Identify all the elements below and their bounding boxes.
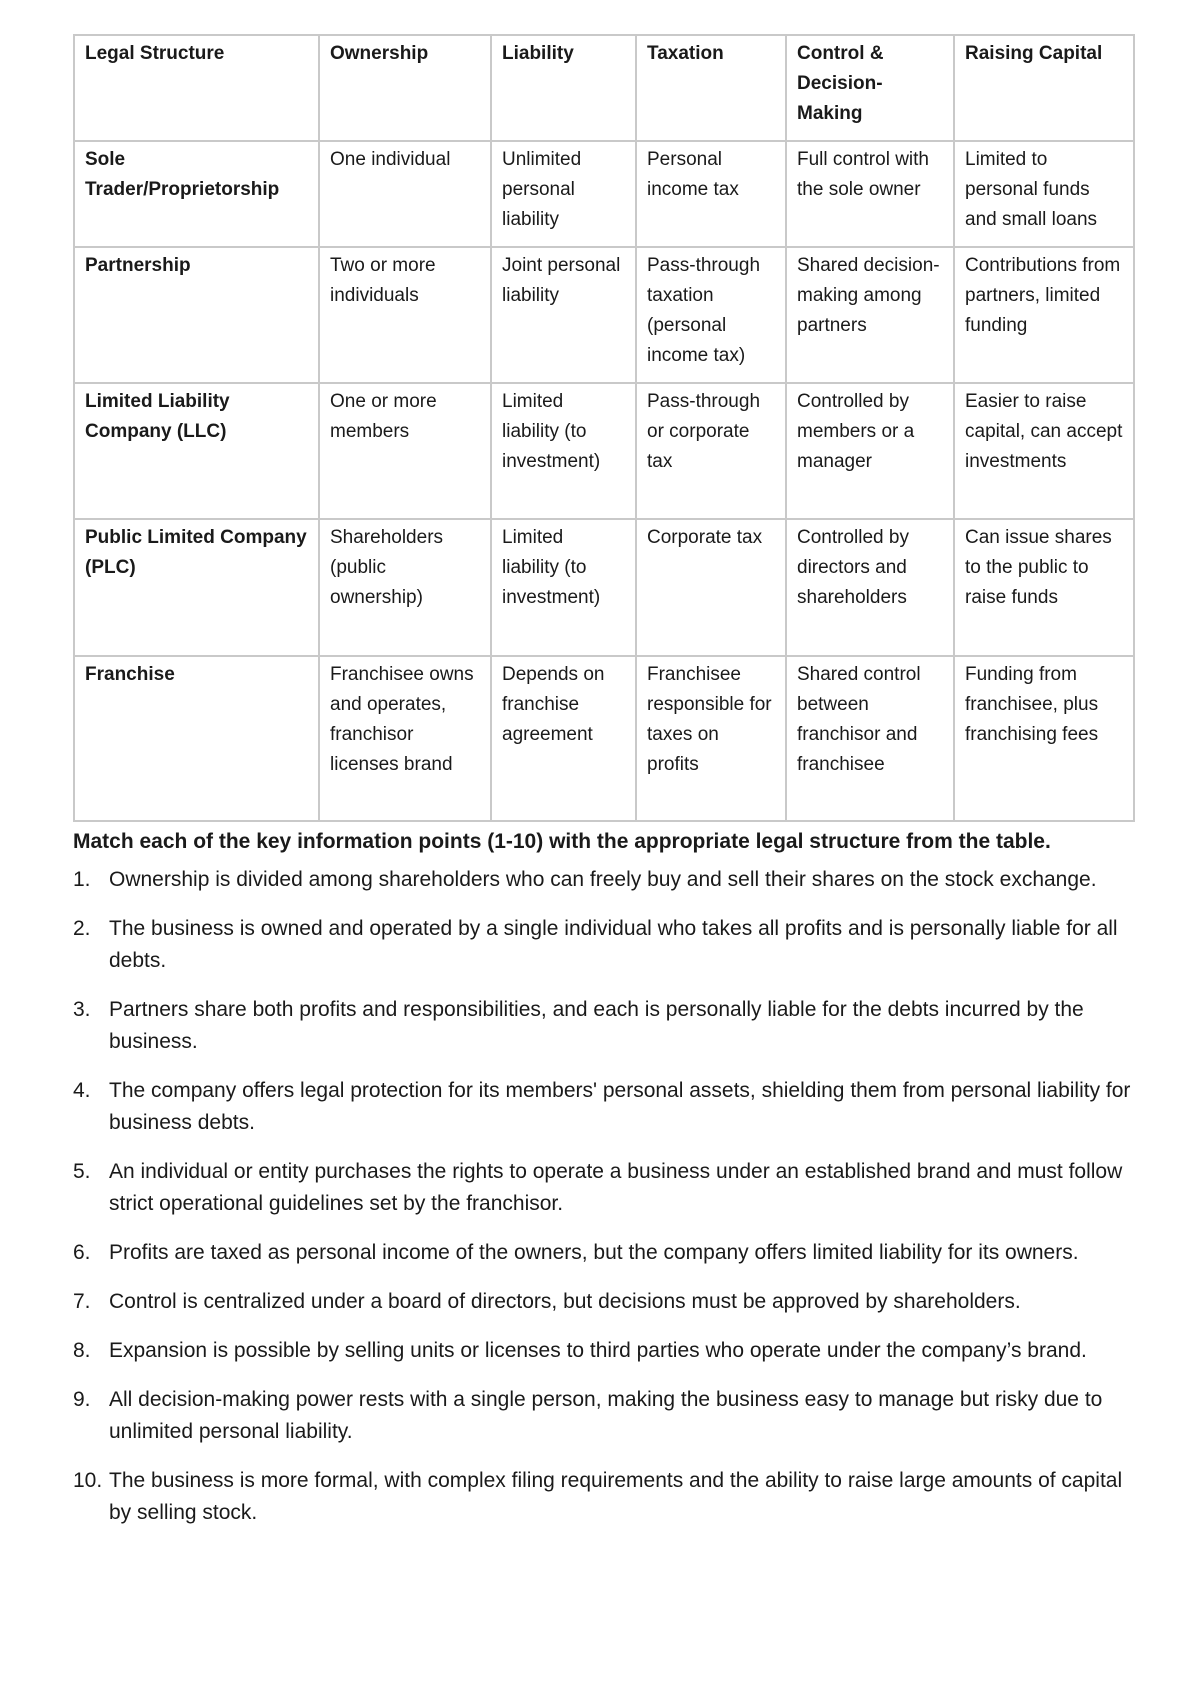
- list-item: [73, 1335, 1133, 1367]
- list-item: [73, 1075, 1133, 1139]
- item-number: 8.: [73, 1339, 91, 1362]
- item-number: 7.: [73, 1290, 91, 1313]
- cell-structure: Sole Trader/Proprietorship: [74, 141, 319, 247]
- header-raising-capital: Raising Capital: [954, 35, 1134, 141]
- item-number: 1.: [73, 868, 91, 891]
- cell-liability: Limited liability (to investment): [491, 383, 636, 519]
- cell-control: Shared decision-making among partners: [786, 247, 954, 383]
- list-item: [73, 1384, 1133, 1448]
- cell-ownership: One individual: [319, 141, 491, 247]
- cell-structure: Public Limited Company (PLC): [74, 519, 319, 656]
- cell-ownership: Two or more individuals: [319, 247, 491, 383]
- item-text: Profits are taxed as personal income of the owners, but the company offers limited liability for its owners.: [109, 1241, 1079, 1264]
- cell-taxation: Pass-through taxation (personal income tax): [636, 247, 786, 383]
- cell-control: Full control with the sole owner: [786, 141, 954, 247]
- list-item: [73, 1237, 1133, 1269]
- item-text: Control is centralized under a board of directors, but decisions must be approved by shareholders.: [109, 1290, 1021, 1313]
- item-number: 5.: [73, 1160, 91, 1183]
- item-text: The company offers legal protection for its members' personal assets, shielding them from personal liability for business debts.: [109, 1079, 1131, 1134]
- cell-ownership: Shareholders (public ownership): [319, 519, 491, 656]
- item-text: An individual or entity purchases the rights to operate a business under an established brand and must follow strict operational guidelines set by the franchisor.: [109, 1160, 1123, 1215]
- cell-structure: Limited Liability Company (LLC): [74, 383, 319, 519]
- cell-taxation: Personal income tax: [636, 141, 786, 247]
- list-item: [73, 913, 1133, 977]
- key-points-list: [73, 864, 1133, 1529]
- item-number: 10.: [73, 1469, 103, 1492]
- cell-capital: Contributions from partners, limited funding: [954, 247, 1134, 383]
- cell-control: Controlled by members or a manager: [786, 383, 954, 519]
- cell-ownership: One or more members: [319, 383, 491, 519]
- item-text: The business is owned and operated by a single individual who takes all profits and is personally liable for all debts.: [109, 917, 1118, 972]
- cell-capital: Can issue shares to the public to raise funds: [954, 519, 1134, 656]
- cell-liability: Limited liability (to investment): [491, 519, 636, 656]
- header-taxation: Taxation: [636, 35, 786, 141]
- document-page: [73, 34, 1133, 1546]
- list-item: [73, 864, 1133, 896]
- item-text: Partners share both profits and responsibilities, and each is personally liable for the debts incurred by the business.: [109, 998, 1084, 1053]
- item-number: 9.: [73, 1388, 91, 1411]
- item-number: 4.: [73, 1079, 91, 1102]
- cell-control: Controlled by directors and shareholders: [786, 519, 954, 656]
- header-legal-structure: Legal Structure: [74, 35, 319, 141]
- cell-liability: Unlimited personal liability: [491, 141, 636, 247]
- list-item: [73, 1286, 1133, 1318]
- instruction-text: Match each of the key information points (1-10) with the appropriate legal structure from the table.: [73, 830, 1051, 853]
- list-item: [73, 1156, 1133, 1220]
- cell-liability: Depends on franchise agreement: [491, 656, 636, 821]
- cell-taxation: Corporate tax: [636, 519, 786, 656]
- list-item: [73, 1465, 1133, 1529]
- item-number: 3.: [73, 998, 91, 1021]
- table-row: [74, 247, 1134, 383]
- cell-control: Shared control between franchisor and franchisee: [786, 656, 954, 821]
- cell-ownership: Franchisee owns and operates, franchisor licenses brand: [319, 656, 491, 821]
- cell-capital: Funding from franchisee, plus franchising fees: [954, 656, 1134, 821]
- cell-capital: Limited to personal funds and small loans: [954, 141, 1134, 247]
- cell-structure: Franchise: [74, 656, 319, 821]
- table-row: [74, 656, 1134, 821]
- item-text: All decision-making power rests with a single person, making the business easy to manage but risky due to unlimited personal liability.: [109, 1388, 1103, 1443]
- item-text: Expansion is possible by selling units or licenses to third parties who operate under the company’s brand.: [109, 1339, 1087, 1362]
- header-control: Control & Decision-Making: [786, 35, 954, 141]
- list-item: [73, 994, 1133, 1058]
- header-ownership: Ownership: [319, 35, 491, 141]
- legal-structures-table: [73, 34, 1135, 822]
- item-number: 2.: [73, 917, 91, 940]
- table-row: [74, 141, 1134, 247]
- cell-capital: Easier to raise capital, can accept investments: [954, 383, 1134, 519]
- item-text: Ownership is divided among shareholders who can freely buy and sell their shares on the stock exchange.: [109, 868, 1097, 891]
- cell-structure: Partnership: [74, 247, 319, 383]
- cell-taxation: Pass-through or corporate tax: [636, 383, 786, 519]
- cell-liability: Joint personal liability: [491, 247, 636, 383]
- table-row: [74, 383, 1134, 519]
- item-number: 6.: [73, 1241, 91, 1264]
- table-row: [74, 519, 1134, 656]
- header-liability: Liability: [491, 35, 636, 141]
- cell-taxation: Franchisee responsible for taxes on profits: [636, 656, 786, 821]
- item-text: The business is more formal, with complex filing requirements and the ability to raise large amounts of capital by selling stock.: [109, 1469, 1123, 1524]
- table-header-row: [74, 35, 1134, 141]
